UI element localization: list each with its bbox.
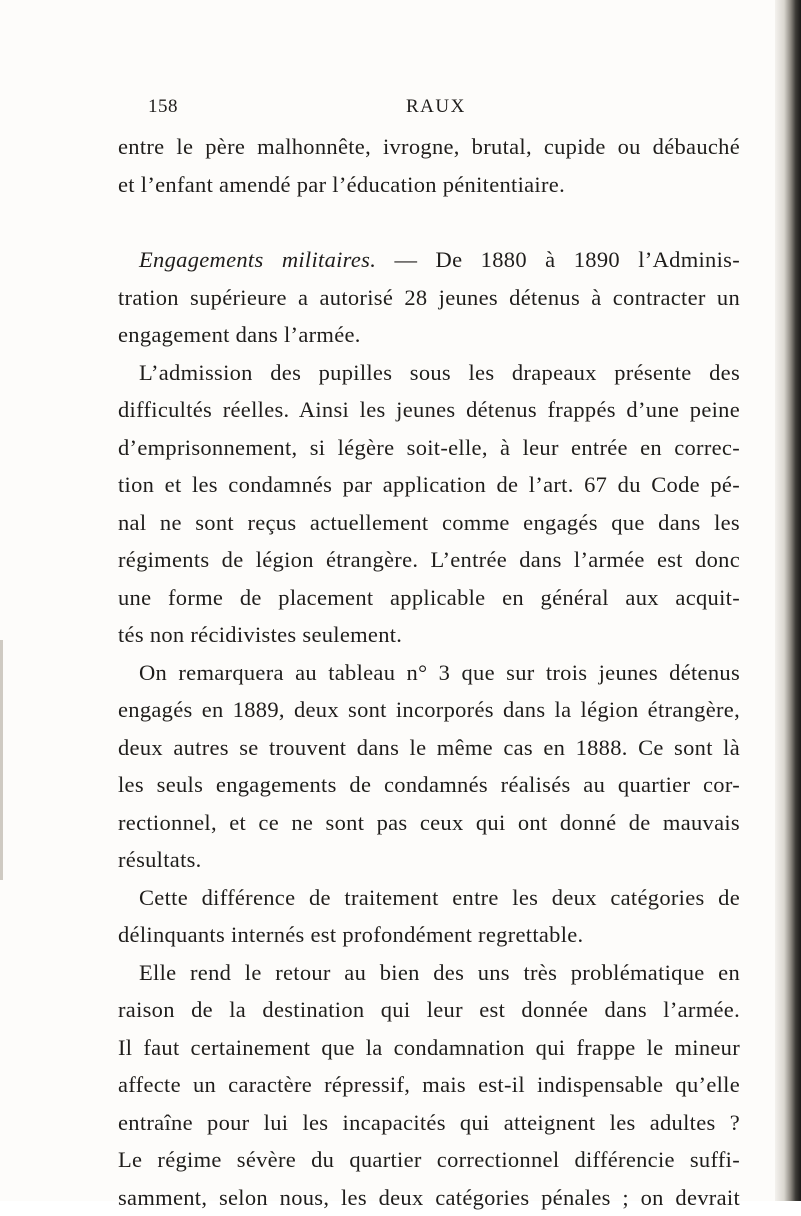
page-number: 158 <box>148 96 178 118</box>
text-line: On remarquera au tableau n° 3 que sur trois jeunes détenus <box>118 654 740 692</box>
text-line: nal ne sont reçus actuellement comme engagés que dans les <box>118 504 740 542</box>
text-line: deux autres se trouvent dans le même cas en 1888. Ce sont là <box>118 729 740 767</box>
page-edge-mark <box>0 640 3 880</box>
text-line: entre le père malhonnête, ivrogne, brutal, cupide ou débauché <box>118 128 740 166</box>
text-line: raison de la destination qui leur est donnée dans l’armée. <box>118 991 740 1029</box>
text-line: Il faut certainement que la condamnation qui frappe le mineur <box>118 1029 740 1067</box>
text-line: tion et les condamnés par application de l’art. 67 du Code pé- <box>118 466 740 504</box>
section-heading-line <box>118 241 740 279</box>
text-line: d’emprisonnement, si légère soit-elle, à leur entrée en correc- <box>118 429 740 467</box>
text-line: Elle rend le retour au bien des uns très problématique en <box>118 954 740 992</box>
text-line: une forme de placement applicable en général aux acquit- <box>118 579 740 617</box>
text-line: Le régime sévère du quartier correctionnel différencie suffi- <box>118 1141 740 1179</box>
text-line: samment, selon nous, les deux catégories pénales ; on devrait <box>118 1179 740 1216</box>
text-line: tés non récidivistes seulement. <box>118 616 740 654</box>
text-line: régiments de légion étrangère. L’entrée dans l’armée est donc <box>118 541 740 579</box>
book-binding-edge <box>775 0 801 1201</box>
text-line: délinquants internés est profondément regrettable. <box>118 916 740 954</box>
text-line: rectionnel, et ce ne sont pas ceux qui ont donné de mauvais <box>118 804 740 842</box>
text-line: les seuls engagements de condamnés réalisés au quartier cor- <box>118 766 740 804</box>
text-line: affecte un caractère répressif, mais est-il indispensable qu’elle <box>118 1066 740 1104</box>
page-header <box>148 96 744 122</box>
section-heading: Engagements militaires. <box>139 247 376 272</box>
text-line: engagés en 1889, deux sont incorporés dans la légion étrangère, <box>118 691 740 729</box>
text-line: L’admission des pupilles sous les drapeaux présente des <box>118 354 740 392</box>
text-line: et l’enfant amendé par l’éducation pénitentiaire. <box>118 166 740 204</box>
text-span: — De 1880 à 1890 l’Adminis- <box>376 247 740 272</box>
text-line: difficultés réelles. Ainsi les jeunes détenus frappés d’une peine <box>118 391 740 429</box>
running-head: RAUX <box>406 96 466 118</box>
text-line: tration supérieure a autorisé 28 jeunes détenus à contracter un <box>118 279 740 317</box>
text-line: entraîne pour lui les incapacités qui atteignent les adultes ? <box>118 1104 740 1142</box>
text-line: résultats. <box>118 841 740 879</box>
text-line: Cette différence de traitement entre les deux catégories de <box>118 879 740 917</box>
body-text <box>118 128 740 1216</box>
text-line: engagement dans l’armée. <box>118 316 740 354</box>
paragraph-gap <box>118 203 740 241</box>
